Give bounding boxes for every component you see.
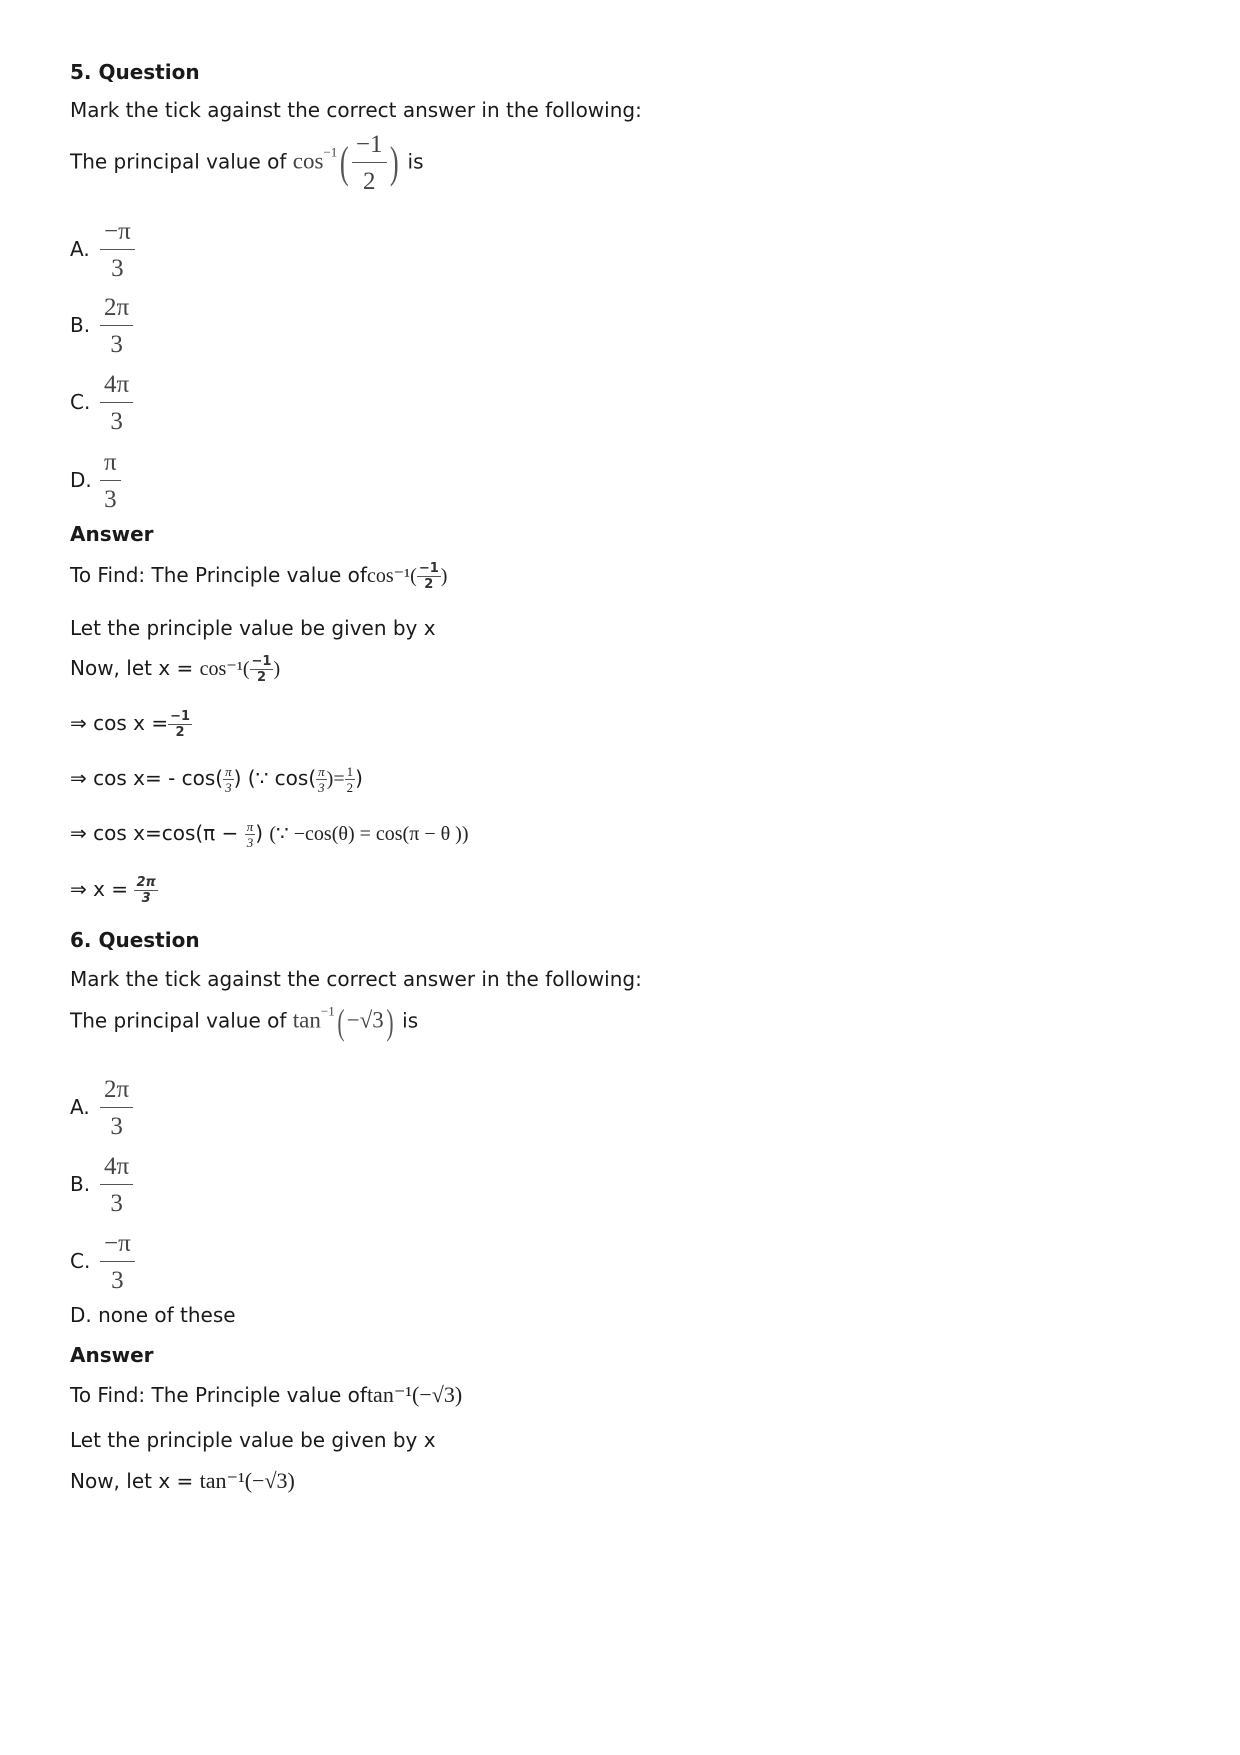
q6-option-c[interactable]: C. $\frac{-\pi}{3}$ bbox=[70, 1230, 135, 1294]
q5-stem-sup: −1 bbox=[323, 144, 338, 160]
q5-stem-suffix: is bbox=[407, 149, 424, 174]
q6-let-principle: Let the principle value be given by x bbox=[70, 1428, 436, 1452]
q6-stem: The principal value of $\tan^{-1}( -√3)$ is bbox=[70, 1002, 419, 1042]
q6-heading: 6. Question bbox=[70, 928, 200, 952]
q5-option-d[interactable]: D. $\frac{\pi}{3}$ bbox=[70, 449, 121, 513]
q5-now-let: Now, let x = cos⁻¹( $\frac{-1}{2}$ ) bbox=[70, 654, 281, 685]
q5-step4: ⇒ x = $\frac{2\pi}{3}$ bbox=[70, 875, 156, 906]
q5-answer-heading: Answer bbox=[70, 522, 154, 546]
q5-stem-prefix: The principal value of bbox=[70, 149, 287, 174]
q5-step3: ⇒ cos x=cos(π − $\frac{\pi}{3}$ ) (∵ −cos(θ) = cos(π − θ )) bbox=[70, 819, 469, 850]
q6-answer-heading: Answer bbox=[70, 1343, 154, 1367]
q6-instruction: Mark the tick against the correct answer in the following: bbox=[70, 967, 642, 991]
q6-to-find: To Find: The Principle value oftan⁻¹(−√3) bbox=[70, 1382, 463, 1407]
q5-option-b[interactable]: B. $\frac{2\pi}{3}$ bbox=[70, 294, 133, 358]
q5-stem: The principal value of $\cos^{-1}$( $\frac{-1}{2}$ ) is bbox=[70, 131, 424, 195]
q6-now-let: Now, let x = tan⁻¹(−√3) bbox=[70, 1468, 295, 1493]
q6-option-b[interactable]: B. $\frac{4\pi}{3}$ bbox=[70, 1153, 133, 1217]
q5-heading: 5. Question bbox=[70, 60, 200, 84]
q5-instruction: Mark the tick against the correct answer in the following: bbox=[70, 98, 642, 122]
q5-step1: ⇒ cos x = $\frac{-1}{2}$ bbox=[70, 709, 191, 740]
q6-option-a[interactable]: A. $\frac{2\pi}{3}$ bbox=[70, 1076, 133, 1140]
q5-stem-func: cos bbox=[292, 148, 324, 174]
q5-option-a[interactable]: A. $\frac{-\pi}{3}$ bbox=[70, 218, 135, 282]
q5-option-c[interactable]: C. $\frac{4\pi}{3}$ bbox=[70, 371, 133, 435]
q5-step2: ⇒ cos x= - cos( $\frac{\pi}{3}$ ) (∵ cos( $\frac{\pi}{3}$ )= $\frac{1}{2}$ ) bbox=[70, 764, 363, 795]
q5-stem-fraction: $\frac{-1}{2}$ bbox=[352, 131, 387, 195]
q5-let-principle: Let the principle value be given by x bbox=[70, 616, 436, 640]
q6-option-d[interactable]: D. none of these bbox=[70, 1303, 236, 1327]
q5-to-find: To Find: The Principle value ofcos⁻¹( $\frac{-1}{2}$ ) bbox=[70, 561, 448, 592]
